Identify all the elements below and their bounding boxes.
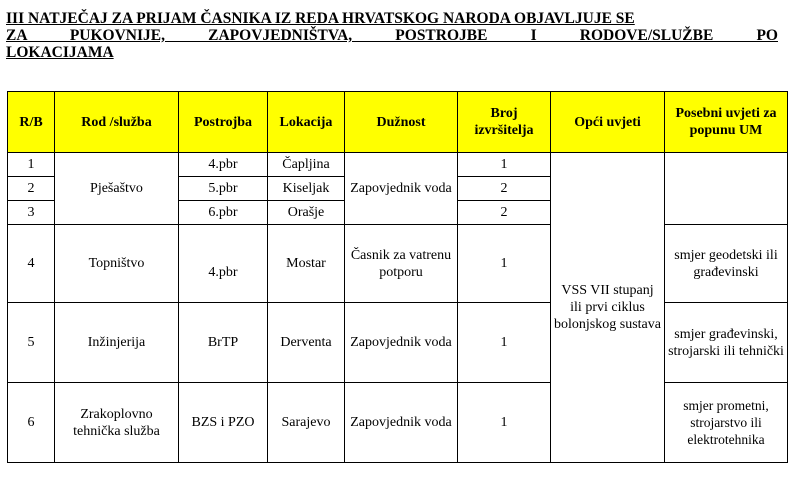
cell-rod: Zrakoplovno tehnička služba [55, 383, 179, 463]
table-row [8, 383, 788, 463]
cell-lokacija: Čapljina [268, 153, 345, 177]
cell-lokacija: Orašje [268, 201, 345, 225]
cell-rod: Topništvo [55, 225, 179, 303]
header-duznost: Dužnost [345, 92, 458, 153]
table-header-row [8, 92, 788, 153]
cell-postrojba: 6.pbr [179, 201, 268, 225]
cell-lokacija: Mostar [268, 225, 345, 303]
header-postrojba: Postrojba [179, 92, 268, 153]
section-heading [6, 10, 778, 61]
cell-posebni-empty [665, 153, 788, 225]
cell-opci-uvjeti: VSS VII stupanj ili prvi ciklus bolonjskog sustava [551, 153, 665, 463]
table-row [8, 153, 788, 177]
cell-postrojba: 4.pbr [179, 225, 268, 303]
cell-rb: 5 [8, 303, 55, 383]
header-rod: Rod /služba [55, 92, 179, 153]
table-row [8, 303, 788, 383]
cell-broj: 1 [458, 303, 551, 383]
cell-broj: 1 [458, 225, 551, 303]
cell-broj: 2 [458, 201, 551, 225]
cell-duznost: Časnik za vatrenu potporu [345, 225, 458, 303]
cell-lokacija: Kiseljak [268, 177, 345, 201]
header-broj: Broj izvršitelja [458, 92, 551, 153]
positions-table [7, 91, 788, 463]
heading-line-3: LOKACIJAMA [6, 44, 114, 61]
cell-rod-group: Pješaštvo [55, 153, 179, 225]
cell-duznost: Zapovjednik voda [345, 383, 458, 463]
heading-line-2: ZA PUKOVNIJE, ZAPOVJEDNIŠTVA, POSTROJBE I RODOVE/SLUŽBE PO [6, 27, 778, 44]
cell-broj: 1 [458, 383, 551, 463]
cell-rb: 6 [8, 383, 55, 463]
cell-rb: 2 [8, 177, 55, 201]
cell-duznost-group: Zapovjednik voda [345, 153, 458, 225]
header-posebni-uvjeti: Posebni uvjeti za popunu UM [665, 92, 788, 153]
cell-postrojba: 4.pbr [179, 153, 268, 177]
cell-lokacija: Sarajevo [268, 383, 345, 463]
header-rb: R/B [8, 92, 55, 153]
cell-broj: 2 [458, 177, 551, 201]
cell-duznost: Zapovjednik voda [345, 303, 458, 383]
cell-posebni: smjer građevinski, strojarski ili tehnički [665, 303, 788, 383]
heading-line-1: III NATJEČAJ ZA PRIJAM ČASNIKA IZ REDA HRVATSKOG NARODA OBJAVLJUJE SE [6, 10, 635, 27]
cell-rb: 3 [8, 201, 55, 225]
cell-rb: 4 [8, 225, 55, 303]
cell-rod: Inžinjerija [55, 303, 179, 383]
cell-posebni: smjer prometni, strojarstvo ili elektrotehnika [665, 383, 788, 463]
cell-postrojba: 5.pbr [179, 177, 268, 201]
cell-broj: 1 [458, 153, 551, 177]
table-row [8, 225, 788, 303]
cell-rb: 1 [8, 153, 55, 177]
cell-posebni: smjer geodetski ili građevinski [665, 225, 788, 303]
cell-lokacija: Derventa [268, 303, 345, 383]
header-lokacija: Lokacija [268, 92, 345, 153]
header-opci-uvjeti: Opći uvjeti [551, 92, 665, 153]
cell-postrojba: BrTP [179, 303, 268, 383]
cell-postrojba: BZS i PZO [179, 383, 268, 463]
